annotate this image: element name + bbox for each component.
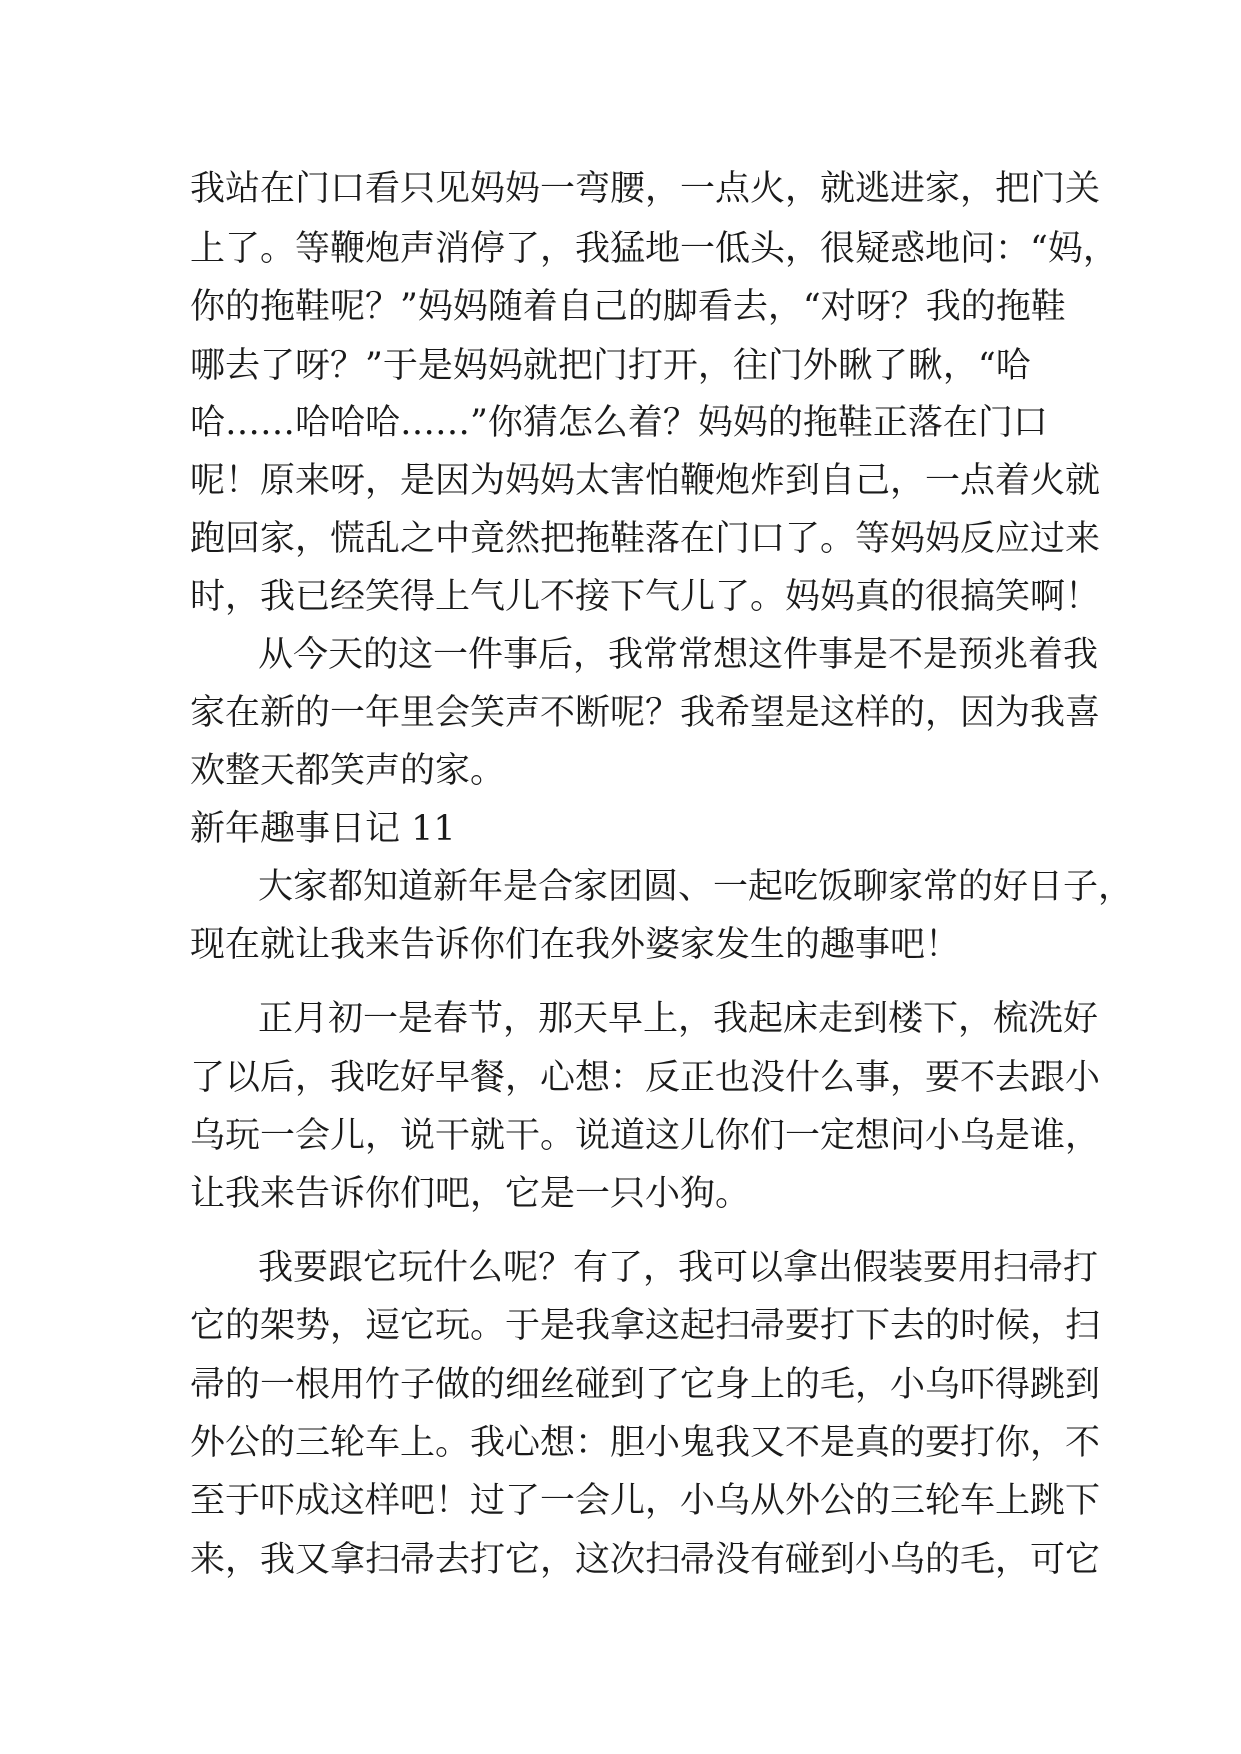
text-line: 家在新的一年里会笑声不断呢？我希望是这样的，因为我喜 xyxy=(190,693,1101,733)
text-line: 现在就让我来告诉你们在我外婆家发生的趣事吧！ xyxy=(190,925,961,965)
text-line: 乌玩一会儿，说干就干。说道这儿你们一定想问小乌是谁， xyxy=(190,1116,1101,1156)
text-line: 上了。等鞭炮声消停了，我猛地一低头，很疑惑地问：“妈， xyxy=(190,229,1118,269)
text-line: 时，我已经笑得上气儿不接下气儿了。妈妈真的很搞笑啊！ xyxy=(190,577,1101,617)
paragraph-start-line: 我要跟它玩什么呢？有了，我可以拿出假装要用扫帚打 xyxy=(258,1248,1099,1288)
text-line: 帚的一根用竹子做的细丝碰到了它身上的毛，小乌吓得跳到 xyxy=(190,1365,1101,1405)
text-line: 你的拖鞋呢？”妈妈随着自己的脚看去，“对呀？我的拖鞋 xyxy=(190,287,1066,327)
text-line: 让我来告诉你们吧，它是一只小狗。 xyxy=(190,1174,751,1214)
text-line: 它的架势，逗它玩。于是我拿这起扫帚要打下去的时候，扫 xyxy=(190,1306,1101,1346)
paragraph-start-line: 从今天的这一件事后，我常常想这件事是不是预兆着我 xyxy=(258,635,1099,675)
text-line: 欢整天都笑声的家。 xyxy=(190,751,506,791)
text-line: 哪去了呀？”于是妈妈就把门打开，往门外瞅了瞅，“哈 xyxy=(190,346,1031,386)
paragraph-start-line: 大家都知道新年是合家团圆、一起吃饭聊家常的好日子， xyxy=(258,867,1134,907)
text-line: 至于吓成这样吧！过了一会儿，小乌从外公的三轮车上跳下 xyxy=(190,1481,1101,1521)
text-line: 来，我又拿扫帚去打它，这次扫帚没有碰到小乌的毛，可它 xyxy=(190,1540,1101,1580)
text-line: 跑回家，慌乱之中竟然把拖鞋落在门口了。等妈妈反应过来 xyxy=(190,519,1101,559)
text-line: 我站在门口看只见妈妈一弯腰，一点火，就逃进家，把门关 xyxy=(190,169,1101,209)
paragraph-start-line: 正月初一是春节，那天早上，我起床走到楼下，梳洗好 xyxy=(258,999,1099,1039)
text-line: 呢！原来呀，是因为妈妈太害怕鞭炮炸到自己，一点着火就 xyxy=(190,461,1101,501)
text-line: 哈……哈哈哈……”你猜怎么着？妈妈的拖鞋正落在门口 xyxy=(190,403,1048,443)
section-heading: 新年趣事日记 11 xyxy=(190,809,456,849)
text-line: 了以后，我吃好早餐，心想：反正也没什么事，要不去跟小 xyxy=(190,1058,1101,1098)
text-line: 外公的三轮车上。我心想：胆小鬼我又不是真的要打你，不 xyxy=(190,1423,1101,1463)
